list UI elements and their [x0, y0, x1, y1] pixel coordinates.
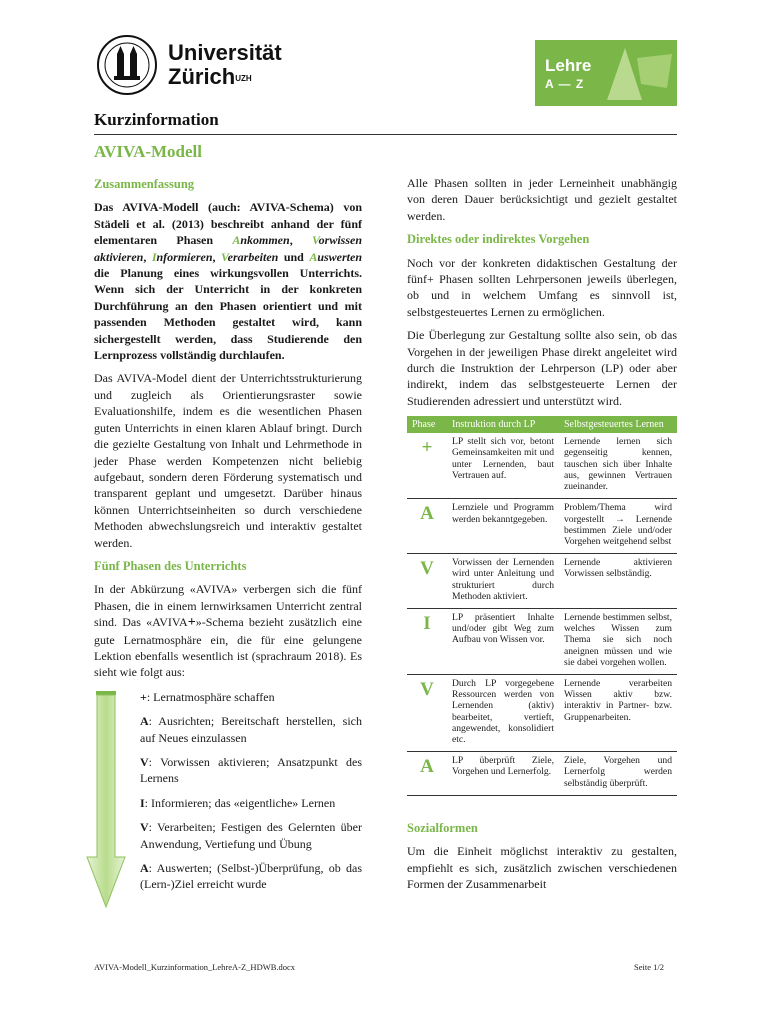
table-row	[407, 752, 677, 796]
university-seal-icon	[96, 34, 158, 96]
phase-list	[140, 689, 362, 901]
right-column	[407, 175, 677, 899]
phase-flow	[94, 689, 362, 909]
table-cell-self: Lernende verarbeiten Wissen aktiv bzw. interaktiv in Partner- bzw. Gruppenarbeiten.	[559, 674, 677, 751]
table-cell-instruction: Durch LP vorgegebene Ressourcen werden von Lernenden (aktiv) bearbeitet, vertieft, angewendet, konsolidiert etc.	[447, 674, 559, 751]
social-forms-heading: Sozialformen	[407, 820, 478, 835]
table-cell-phase: +	[407, 433, 447, 499]
phase-list-item: +: Lernatmosphäre schaffen	[140, 689, 275, 704]
table-row	[407, 554, 677, 609]
table-header-row	[407, 416, 677, 433]
table-header-self-directed: Selbstgesteuertes Lernen	[559, 416, 677, 433]
phase-list-item: V: Vorwissen aktivieren; Ansatzpunkt des Lernens	[140, 755, 362, 786]
header-divider	[94, 134, 677, 135]
table-cell-self: Problem/Thema wird vorgestellt → Lernende bestimmen Ziele und/oder Vorgehen weitgehend selbst	[559, 499, 677, 554]
table-cell-instruction: LP überprüft Ziele, Vorgehen und Lernerfolg.	[447, 752, 559, 796]
intro-paragraph: Das AVIVA-Model dient der Unterrichtsstrukturierung und zugleich als Orientierungsraster sowie Evaluationshilfe, indem es die wesentlichen Phasen guten Unterrichts in einen klaren Ablauf bringt. Durch die gezielte Gestaltung von Inhalt und Lehrmethode in jeder Phase werden Kompetenzen nicht beliebig aufgebaut, sondern deren Förderung systematisch und transparent geplant und umgesetzt. Darüber hinaus können Unterrichtseinheiten so durch verschiedene Methoden abwechslungsreich und interaktiv gestaltet werden.	[94, 371, 362, 550]
lehre-label: Lehre	[545, 56, 592, 75]
table-header-phase: Phase	[407, 416, 447, 433]
down-arrow-icon	[86, 689, 126, 909]
table-row	[407, 674, 677, 751]
table-cell-instruction: LP stellt sich vor, betont Gemeinsamkeiten mit und unter Lernenden, baut Vertrauen auf.	[447, 433, 559, 499]
university-name: Universität Zürich$^{UZH}$	[168, 40, 282, 89]
triangle-shapes-icon	[597, 40, 677, 106]
table-cell-phase: A	[407, 499, 447, 554]
table-cell-phase: V	[407, 554, 447, 609]
social-forms-paragraph: Um die Einheit möglichst interaktiv zu gestalten, empfiehlt es sich, zusätzlich zwischen verschiedenen Formen der Zusammenarbeit	[407, 844, 677, 891]
document-type: Kurzinformation	[94, 110, 219, 129]
continuation-paragraph: Alle Phasen sollten in jeder Lerneinheit unabhängig von deren Dauer berücksichtigt und gezielt gestaltet werden.	[407, 176, 677, 223]
table-cell-instruction: LP präsentiert Inhalte und/oder gibt Weg zum Aufbau von Wissen vor.	[447, 608, 559, 674]
phase-list-item: A: Auswerten; (Selbst-)Überprüfung, ob das (Lern-)Ziel erreicht wurde	[140, 861, 362, 892]
phase-table	[407, 416, 677, 795]
table-cell-self: Lernende aktivieren Vorwissen selbständig.	[559, 554, 677, 609]
phase-list-item: A: Ausrichten; Bereitschaft herstellen, sich auf Neues einzulassen	[140, 714, 362, 745]
table-cell-phase: V	[407, 674, 447, 751]
table-cell-instruction: Vorwissen der Lernenden wird unter Anleitung und strukturiert durch Methoden aktiviert.	[447, 554, 559, 609]
direct-indirect-heading: Direktes oder indirektes Vorgehen	[407, 232, 590, 247]
table-cell-instruction: Lernziele und Programm werden bekanntgegeben.	[447, 499, 559, 554]
table-cell-self: Lernende lernen sich gegenseitig kennen, tauschen sich über Inhalte aus, gewinnen Vertrauen zueinander.	[559, 433, 677, 499]
footer-filename: AVIVA-Modell_Kurzinformation_LehreA-Z_HDWB.docx	[94, 962, 296, 972]
document-title: AVIVA-Modell	[94, 142, 202, 161]
left-column	[94, 176, 362, 909]
summary-heading: Zusammenfassung	[94, 177, 195, 191]
phase-list-item: I: Informieren; das «eigentliche» Lernen	[140, 795, 336, 810]
phases-intro-paragraph: In der Abkürzung «AVIVA» verbergen sich die fünf Phasen, die in einem lernwirksamen Unterricht zentral sind. Das «AVIVA+»-Schema bezieht zusätzlich eine gute Lernatmosphäre ein, die für eine gelungene Lektion ebenfalls wesentlich ist (sprachraum 2018). Es sieht wie folgt aus:	[94, 582, 363, 680]
phase-list-item: V: Verarbeiten; Festigen des Gelernten über Anwendung, Vertiefung und Übung	[140, 820, 362, 851]
phases-heading: Fünf Phasen des Unterrichts	[94, 558, 247, 573]
uzh-logo	[96, 34, 286, 96]
direct-paragraph-1: Noch vor der konkreten didaktischen Gestaltung der fünf+ Phasen sollten Lehrpersonen jeweils überlegen, ob und in welchem Umfang es sinnvoll ist, selbstgesteuertes Lernen zu ermöglichen.	[407, 255, 677, 319]
table-row	[407, 433, 677, 499]
table-row	[407, 608, 677, 674]
summary-paragraph: Das AVIVA-Modell (auch: AVIVA-Schema) von Städeli et al. (2013) beschreibt anhand der fünf elementaren Phasen Ankommen, Vorwissen aktivieren, Informieren, Verarbeiten und Auswerten die Planung eines wirkungsvollen Unterrichts. Wenn sich der Unterricht in der konkreten Durchführung an den Phasen orientiert und mit passenden Methoden gestaltet wird, kann sichergestellt werden, dass Studierende den Lernprozess vollständig durchlaufen.	[94, 200, 363, 363]
table-cell-self: Ziele, Vorgehen und Lernerfolg werden selbständig überprüft.	[559, 752, 677, 796]
table-cell-phase: A	[407, 752, 447, 796]
footer-page-number: Seite 1/2	[634, 962, 664, 972]
lehre-a-z-label: A — Z	[545, 77, 585, 91]
table-cell-self: Lernende bestimmen selbst, welches Wissen zum Thema sie sich noch aneignen müssen und wie sie dabei vorgehen wollen.	[559, 608, 677, 674]
table-row	[407, 499, 677, 554]
table-header-instruction: Instruktion durch LP	[447, 416, 559, 433]
table-cell-phase: I	[407, 608, 447, 674]
direct-paragraph-2: Die Überlegung zur Gestaltung sollte also sein, ob das Vorgehen in der jeweiligen Phase direkt angeleitet wird durch die Instruktion der Lehrperson (LP) oder aber indirekt, indem das selbstgesteuerte Lernen der Studierenden adressiert und unterstützt wird.	[407, 328, 677, 408]
lehre-a-z-logo	[535, 40, 677, 106]
